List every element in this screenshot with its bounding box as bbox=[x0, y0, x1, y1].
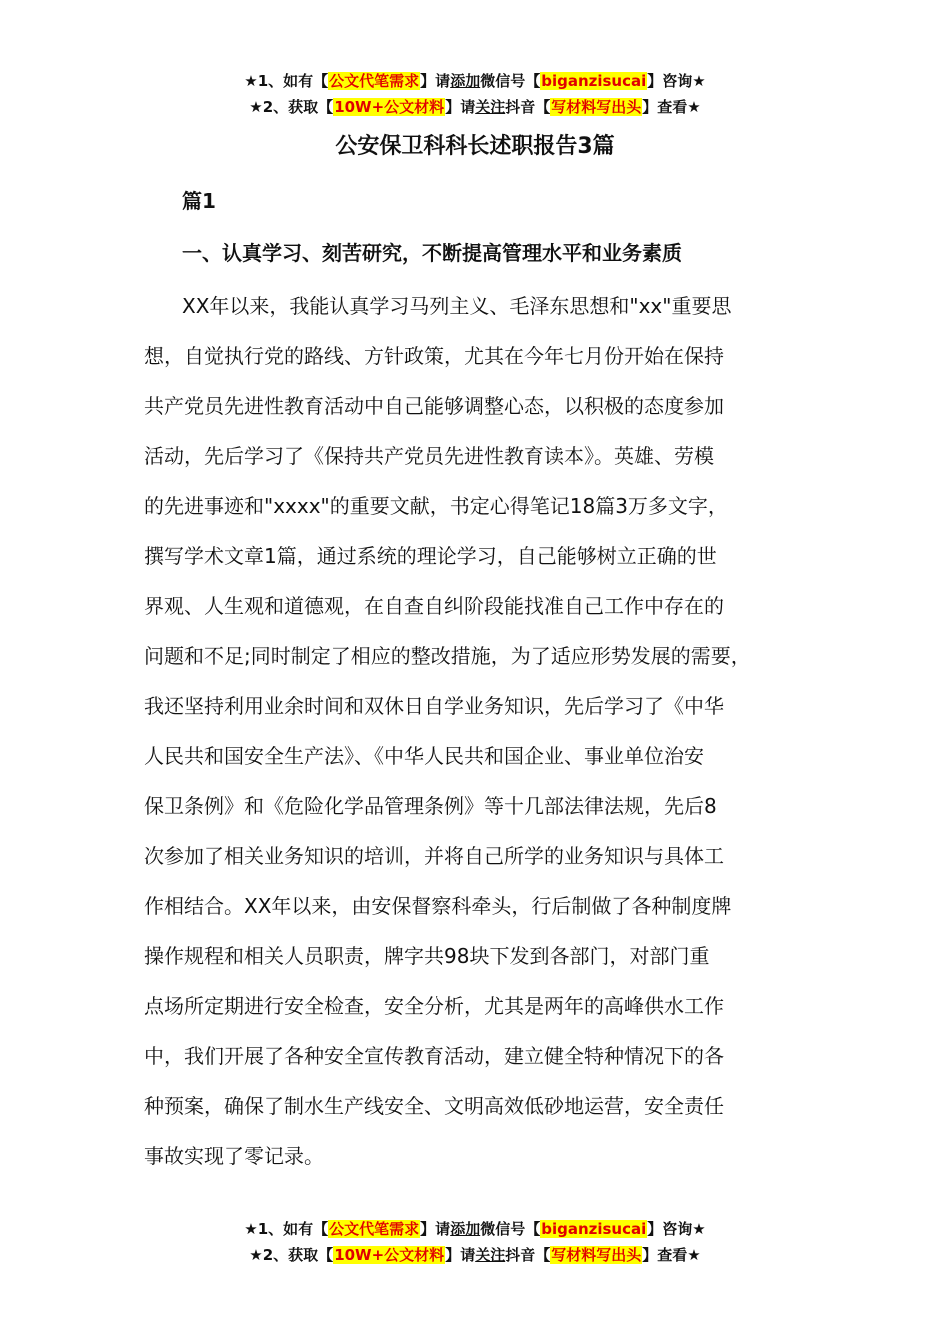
paragraph-line: 想，自觉执行党的路线、方针政策，尤其在今年七月份开始在保持 bbox=[144, 344, 724, 368]
paragraph-line: 中，我们开展了各种安全宣传教育活动，建立健全特种情况下的各 bbox=[144, 1044, 724, 1068]
section-label: 篇1 bbox=[182, 189, 216, 213]
document-title: 公安保卫科科长述职报告3篇 bbox=[335, 134, 615, 159]
highlight-service: 公文代笔需求 bbox=[329, 1220, 420, 1238]
paragraph-line: 事故实现了零记录。 bbox=[144, 1144, 324, 1168]
paragraph-line: 操作规程和相关人员职责，牌字共98块下发到各部门，对部门重 bbox=[144, 944, 710, 968]
highlight-materials: 10W+公文材料 bbox=[334, 1246, 445, 1264]
section-heading: 一、认真学习、刻苦研究，不断提高管理水平和业务素质 bbox=[182, 241, 682, 265]
paragraph-line: 的先进事迹和"xxxx"的重要文献，书定心得笔记18篇3万多文字， bbox=[144, 494, 728, 518]
highlight-service: 公文代笔需求 bbox=[329, 72, 420, 90]
paragraph-line: 点场所定期进行安全检查，安全分析，尤其是两年的高峰供水工作 bbox=[144, 994, 724, 1018]
banner-line-2: ★2、获取【10W+公文材料】请关注抖音【写材料写出头】查看★ bbox=[249, 1246, 701, 1264]
paragraph-line: 活动，先后学习了《保持共产党员先进性教育读本》。英雄、劳模 bbox=[144, 444, 714, 468]
paragraph-line: 界观、人生观和道德观，在自查自纠阶段能找准自己工作中存在的 bbox=[144, 594, 724, 618]
paragraph-line: XX年以来，我能认真学习马列主义、毛泽东思想和"xx"重要思 bbox=[182, 294, 732, 318]
banner-line-1: ★1、如有【公文代笔需求】请添加微信号【biganzisucai】咨询★ bbox=[244, 72, 706, 90]
paragraph-line: 我还坚持利用业余时间和双休日自学业务知识，先后学习了《中华 bbox=[144, 694, 724, 718]
bottom-banner bbox=[0, 1216, 950, 1268]
paragraph-line: 次参加了相关业务知识的培训，并将自己所学的业务知识与具体工 bbox=[144, 844, 724, 868]
top-banner bbox=[0, 68, 950, 120]
highlight-douyin-id: 写材料写出头 bbox=[551, 1246, 642, 1264]
paragraph-line: 共产党员先进性教育活动中自己能够调整心态，以积极的态度参加 bbox=[144, 394, 724, 418]
paragraph-line: 作相结合。XX年以来，由安保督察科牵头，行后制做了各种制度牌 bbox=[144, 894, 732, 918]
banner-line-2: ★2、获取【10W+公文材料】请关注抖音【写材料写出头】查看★ bbox=[249, 98, 701, 116]
banner-line-1: ★1、如有【公文代笔需求】请添加微信号【biganzisucai】咨询★ bbox=[244, 1220, 706, 1238]
body-paragraph bbox=[144, 287, 834, 1187]
highlight-wechat-id: biganzisucai bbox=[541, 1220, 647, 1238]
paragraph-line: 人民共和国安全生产法》、《中华人民共和国企业、事业单位治安 bbox=[144, 744, 704, 768]
highlight-wechat-id: biganzisucai bbox=[541, 72, 647, 90]
paragraph-line: 撰写学术文章1篇，通过系统的理论学习，自己能够树立正确的世 bbox=[144, 544, 717, 568]
paragraph-line: 种预案，确保了制水生产线安全、文明高效低砂地运营，安全责任 bbox=[144, 1094, 724, 1118]
highlight-douyin-id: 写材料写出头 bbox=[551, 98, 642, 116]
paragraph-line: 问题和不足;同时制定了相应的整改措施，为了适应形势发展的需要， bbox=[144, 644, 751, 668]
paragraph-line: 保卫条例》和《危险化学品管理条例》等十几部法律法规，先后8 bbox=[144, 794, 717, 818]
highlight-materials: 10W+公文材料 bbox=[334, 98, 445, 116]
